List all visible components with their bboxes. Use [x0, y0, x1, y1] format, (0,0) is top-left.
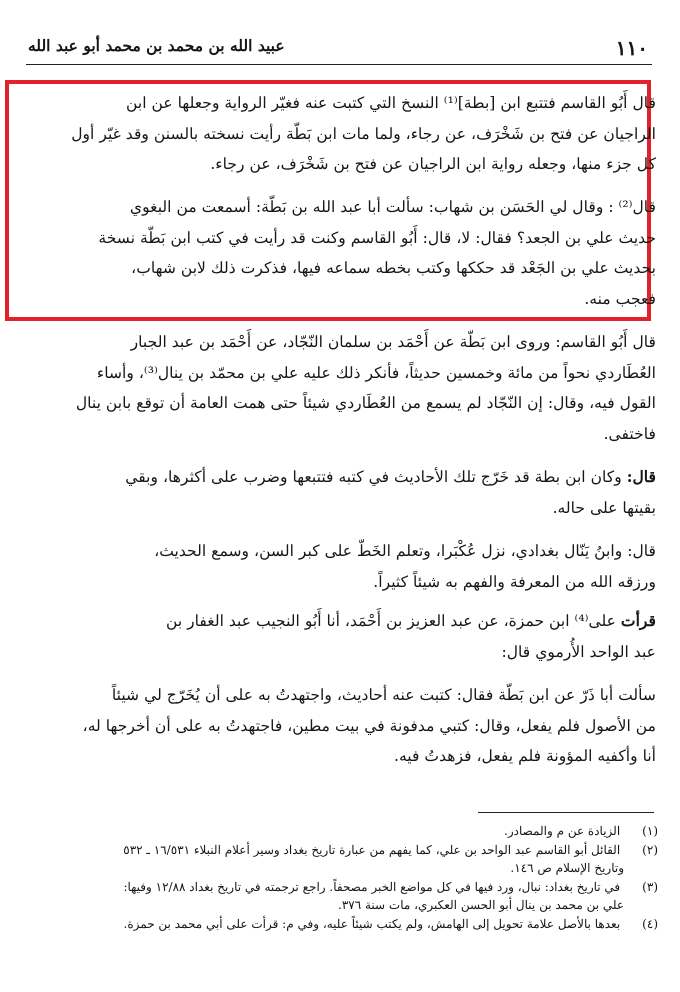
- footnote-4: [20, 915, 658, 934]
- paragraph-6: [18, 606, 656, 667]
- text-line: قال أَبُو القاسم فتتبع ابن [بطة]⁽¹⁾ النسخ التي كتبت عنه فغيّر الرواية وجعلها عن ابن: [126, 94, 656, 112]
- text-line: [18, 606, 656, 637]
- text-line: [18, 462, 656, 493]
- lead-word: قال:: [626, 467, 656, 486]
- text-line: بقيتها على حاله.: [552, 498, 656, 517]
- paragraph-1: [18, 88, 656, 180]
- text-line: القول فيه، وقال: إن النّجّاد لم يسمع من العُطَاردي شيئاً حتى همت العامة أن توقع بابن ينال: [75, 394, 656, 413]
- text-line: قال أَبُو القاسم: وروى ابن بَطّة عن أَحْمَد بن سلمان النّجّاد، عن أَحْمَد بن عبد الجبار: [130, 333, 656, 351]
- footnote-2: [20, 841, 658, 860]
- footnote-3-continued: علي بن محمد بن ينال أبو الحسن العكبري، مات سنة ٣٧٦.: [338, 898, 624, 913]
- line-text: وكان ابن بطة قد خَرّج تلك الأحاديث في كتبه فتتبعها وضرب على أكثرها، وبقي: [125, 468, 627, 486]
- footnotes: [20, 822, 658, 934]
- footnote-number: (٣): [642, 879, 658, 894]
- text-line: قال⁽²⁾ : وقال لي الحَسَن بن شهاب: سألت أبا عبد الله بن بَطّة: أسمعت من البغوي: [129, 198, 656, 216]
- text-line: العُطَاردي نحواً من مائة وخمسين حديثاً، فأنكر ذلك عليه علي بن محمّد بن ينال⁽³⁾، وأساء: [96, 363, 656, 382]
- text-line: قال: وابنُ يَنّال بغدادي، نزل عُكْبَرا، وتعلم الخَطّ على كبر السن، وسمع الحديث،: [154, 542, 656, 560]
- footnote-text: الزيادة عن م والمصادر.: [504, 824, 621, 838]
- paragraph-5: [18, 536, 656, 597]
- running-title: عبيد الله بن محمد بن محمد أبو عبد الله: [28, 36, 285, 55]
- line-text: على⁽⁴⁾ ابن حمزة، عن عبد العزيز بن أَحْمَد، أنا أَبُو النجيب عبد الغفار بن: [165, 612, 621, 630]
- footnote-text: القائل أبو القاسم عبد الواحد بن علي، كما يفهم من عبارة تاريخ بغداد وسير أعلام النبلاء ١٦/٥٣١ ـ ٥٣٢: [123, 842, 621, 857]
- footnote-number: (٤): [642, 916, 658, 931]
- footnote-number: (١): [642, 824, 658, 838]
- paragraph-2: [18, 192, 656, 314]
- page-header: [26, 26, 652, 65]
- text-line: فعجب منه.: [584, 289, 656, 308]
- footnote-text: في تاريخ بغداد: نبال، ورد فيها في كل مواضع الخبر مصحفاً. راجع ترجمته في تاريخ بغداد ١٢/٨٨ وفيها:: [123, 879, 621, 894]
- paragraph-7: [18, 680, 656, 772]
- footnote-1: [20, 822, 658, 841]
- text-line: بحديث علي بن الجَعْد قد حككها وكتب بخطه سماعه فيها، فذكرت ذلك لابن شهاب،: [131, 259, 656, 278]
- paragraph-4: [18, 462, 656, 523]
- text-line: حديث علي بن الجعد؟ فقال: لا، قال: أَبُو القاسم وكنت قد رأيت في كتب ابن بَطّة نسخة: [98, 228, 656, 247]
- lead-word: قرأت: [620, 611, 656, 630]
- footnote-text: بعدها بالأصل علامة تحويل إلى الهامش، ولم يكتب شيئاً عليه، وفي م: قرأت على أبي محمد بن حمزة.: [123, 916, 621, 931]
- page-number: ١١٠: [615, 36, 648, 60]
- text-line: أنا وأكفيه المؤونة فلم يفعل، فزهدتُ فيه.: [393, 747, 656, 766]
- footnote-2-continued: وتاريخ الإسلام ص ١٤٦.: [510, 861, 624, 876]
- text-line: سألت أبا ذَرّ عن ابن بَطّة فقال: كتبت عنه أحاديث، واجتهدتُ به على أن يُخَرّج لي شيئاً: [111, 686, 656, 704]
- text-line: عبد الواحد الأُرموي قال:: [501, 642, 656, 661]
- footnote-divider: [478, 812, 654, 813]
- footnote-number: (٢): [642, 842, 658, 857]
- text-line: من الأصول فلم يفعل، وقال: كتبي مدفونة في بيت مطين، فاجتهدتُ به على أن أخرجها له،: [82, 716, 656, 735]
- text-line: فاختفى.: [603, 424, 656, 443]
- text-line: كل جزء منها، وجعله رواية ابن الراجيان عن فتح بن شَخْرَف، عن رجاء.: [210, 155, 656, 174]
- text-line: ورزقه الله من المعرفة والفهم به شيئاً كثيراً.: [373, 572, 656, 591]
- paragraph-3: [18, 327, 656, 449]
- text-line: الراجيان عن فتح بن شَخْرَف، عن رجاء، ولما مات ابن بَطّة رأيت نسخته بالسنن وقد غيّر أول: [71, 124, 656, 143]
- footnote-3: [20, 878, 658, 897]
